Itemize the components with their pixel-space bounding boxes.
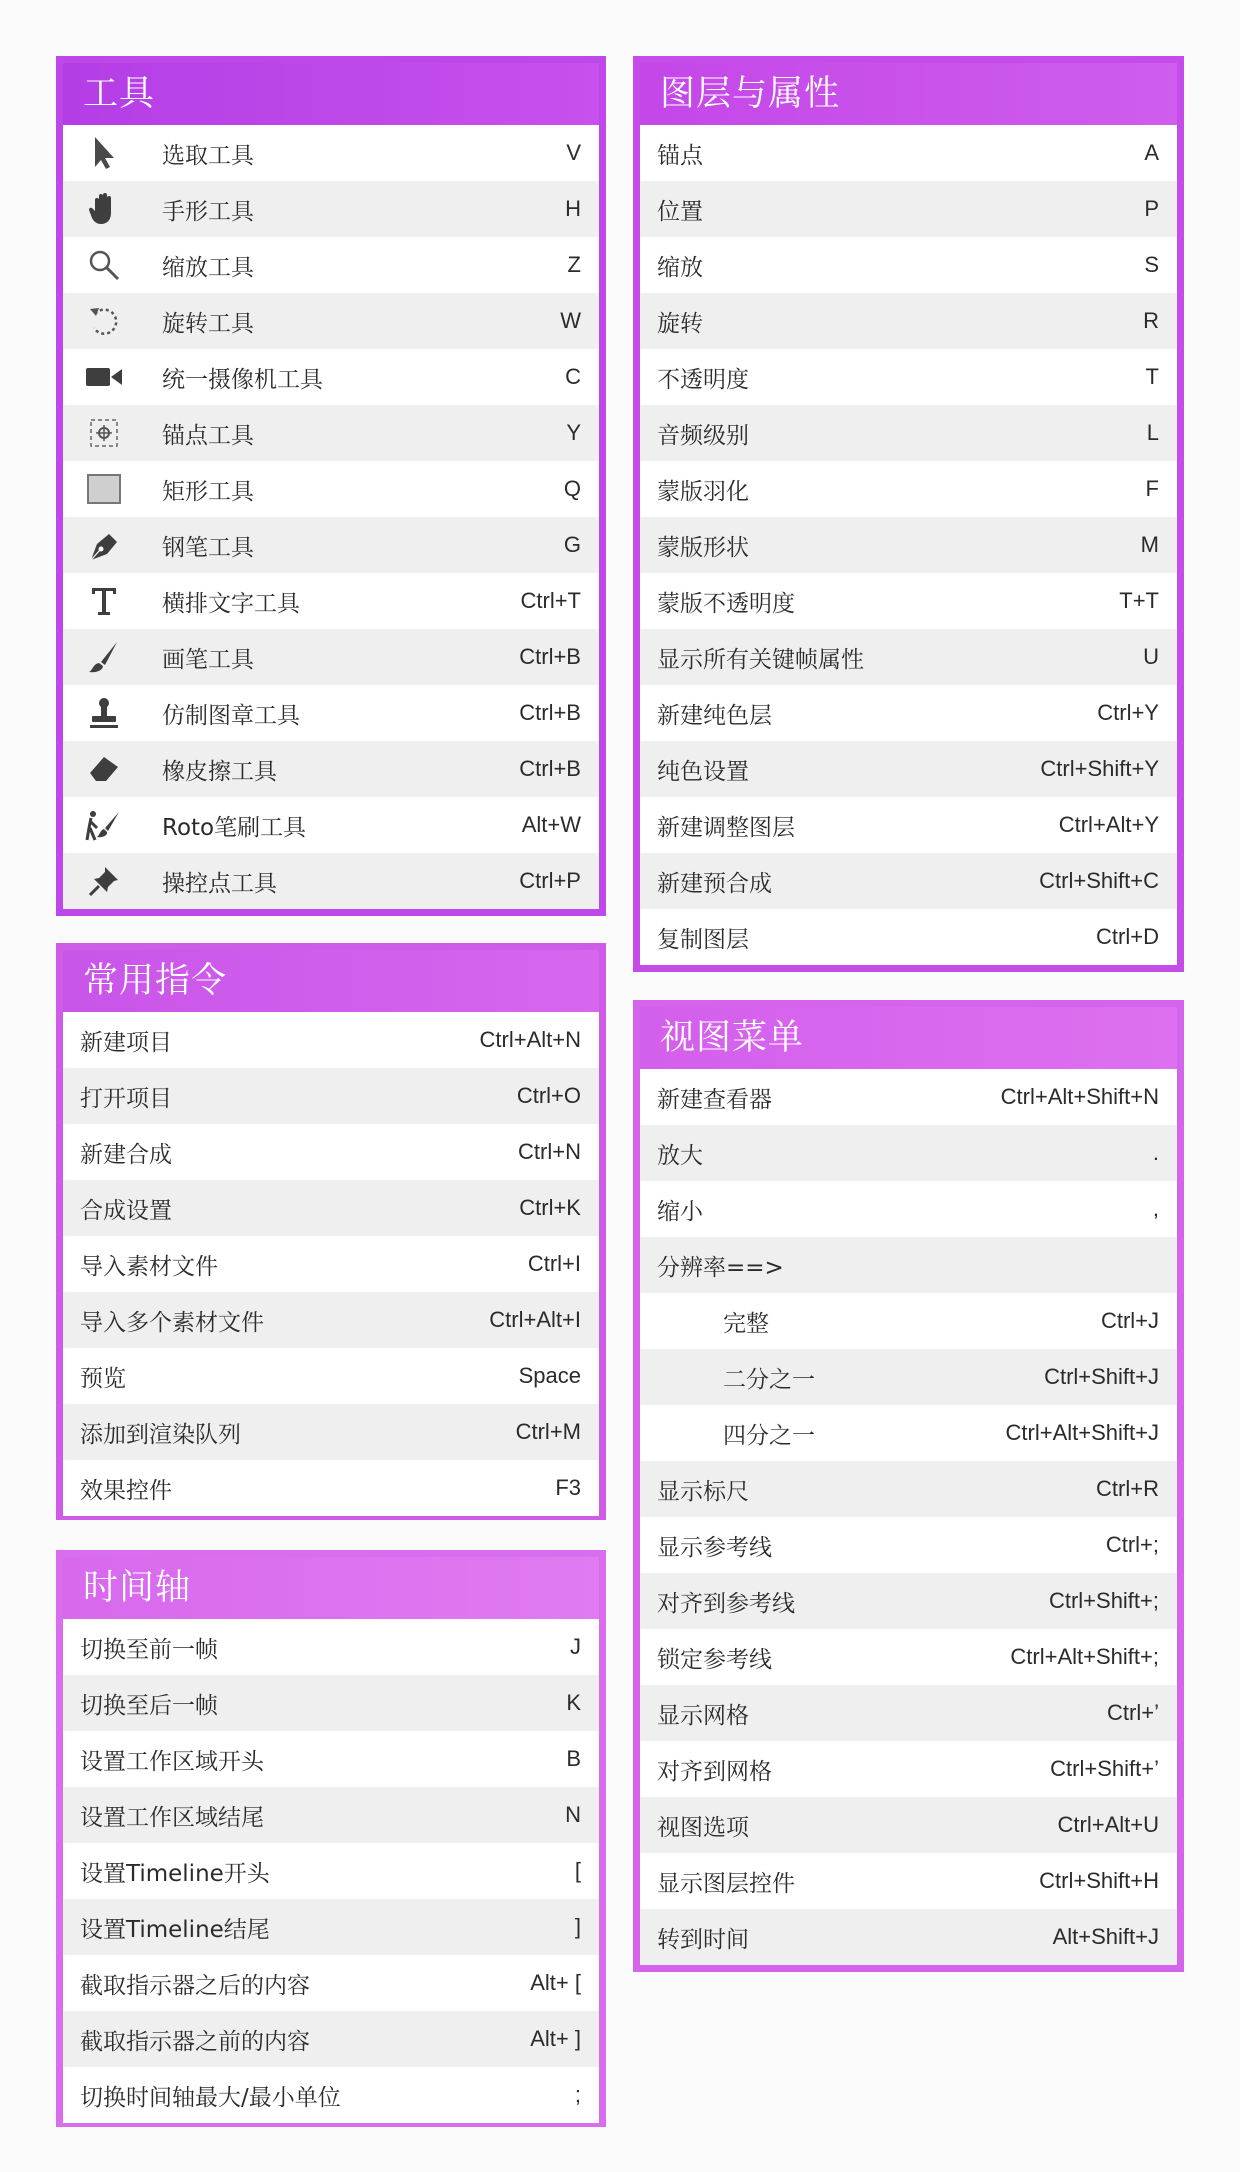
- shortcut-key: Ctrl+J: [1100, 1308, 1159, 1333]
- timeline-panel: [56, 1550, 606, 2127]
- shortcut-label: Roto笔刷工具: [162, 814, 307, 841]
- shortcut-label: 仿制图章工具: [162, 702, 300, 729]
- shortcut-key: Ctrl+Shift+’: [1050, 1756, 1159, 1781]
- shortcut-label: 分辨率==>: [657, 1254, 784, 1281]
- shortcut-label: 手形工具: [162, 198, 254, 225]
- common-shortcut-row: [63, 1012, 599, 1068]
- layers-shortcut-row: [640, 181, 1177, 237]
- shortcut-key: ,: [1152, 1196, 1159, 1221]
- shortcut-key: Z: [567, 252, 581, 277]
- stamp-icon: [80, 693, 128, 733]
- shortcut-label: 显示图层控件: [657, 1870, 795, 1897]
- shortcut-key: Ctrl+’: [1107, 1700, 1159, 1725]
- view-shortcut-row: [640, 1685, 1177, 1741]
- shortcut-key: ;: [574, 2082, 581, 2107]
- view-shortcut-row: [640, 1517, 1177, 1573]
- shortcut-label: 导入素材文件: [80, 1253, 218, 1280]
- rotate-icon: [80, 301, 128, 341]
- view-shortcut-row: [640, 1069, 1177, 1125]
- shortcut-key: Ctrl+Alt+Shift+;: [1010, 1644, 1159, 1669]
- shortcut-key: Ctrl+T: [520, 588, 581, 613]
- view-shortcut-row: [640, 1909, 1177, 1965]
- shortcut-label: 音频级别: [657, 422, 749, 449]
- shortcut-key: Ctrl+Alt+Shift+J: [1005, 1420, 1159, 1445]
- common-panel-title: 常用指令: [83, 961, 228, 1001]
- layers-shortcut-row: [640, 517, 1177, 573]
- shortcut-label: 对齐到网格: [657, 1758, 772, 1785]
- shortcut-label: 视图选项: [657, 1814, 749, 1841]
- common-shortcut-row: [63, 1404, 599, 1460]
- zoom-magnifier-icon: [80, 245, 128, 285]
- selection-arrow-icon: [80, 133, 128, 173]
- shortcut-label: 二分之一: [723, 1366, 815, 1393]
- view-shortcut-row: [640, 1237, 1177, 1293]
- layers-shortcut-row: [640, 349, 1177, 405]
- shortcut-key: Ctrl+Shift+H: [1039, 1868, 1159, 1893]
- layers-shortcut-row: [640, 853, 1177, 909]
- tools-shortcut-row: [63, 629, 599, 685]
- timeline-shortcut-row: [63, 1843, 599, 1899]
- common-shortcut-row: [63, 1348, 599, 1404]
- shortcut-key: Alt+Shift+J: [1052, 1924, 1159, 1949]
- shortcut-key: Ctrl+;: [1105, 1532, 1159, 1557]
- shortcut-key: H: [565, 196, 581, 221]
- common-commands-panel: [56, 943, 606, 1520]
- shortcut-label: 不透明度: [657, 366, 749, 393]
- shortcut-key: M: [1140, 532, 1159, 557]
- shortcut-key: V: [566, 140, 581, 165]
- shortcut-label: 纯色设置: [657, 758, 749, 785]
- shortcut-key: Ctrl+D: [1096, 924, 1159, 949]
- shortcut-key: Ctrl+Shift+Y: [1040, 756, 1159, 781]
- shortcut-label: 新建调整图层: [657, 814, 795, 841]
- camera-icon: [80, 357, 128, 397]
- tools-shortcut-row: [63, 685, 599, 741]
- shortcut-key: Ctrl+Alt+U: [1057, 1812, 1159, 1837]
- view-shortcut-row: [640, 1405, 1177, 1461]
- brush-icon: [80, 637, 128, 677]
- shortcut-key: Alt+ ]: [530, 2026, 581, 2051]
- shortcut-label: 导入多个素材文件: [80, 1309, 264, 1336]
- tools-panel-title: 工具: [83, 74, 156, 114]
- shortcut-label: 截取指示器之前的内容: [80, 2028, 310, 2055]
- shortcut-label: 设置Timeline开头: [80, 1860, 270, 1887]
- view-shortcut-row: [640, 1293, 1177, 1349]
- timeline-shortcut-row: [63, 1787, 599, 1843]
- shortcut-label: 画笔工具: [162, 646, 254, 673]
- shortcut-key: ]: [574, 1914, 581, 1939]
- shortcut-label: 显示网格: [657, 1702, 749, 1729]
- shortcut-key: Ctrl+Y: [1097, 700, 1159, 725]
- layers-shortcut-row: [640, 741, 1177, 797]
- shortcut-key: Ctrl+Alt+N: [479, 1027, 581, 1052]
- shortcut-label: 位置: [657, 198, 703, 225]
- text-icon: [80, 581, 128, 621]
- puppet-pin-icon: [80, 861, 128, 901]
- layers-list: [640, 125, 1177, 965]
- shortcut-label: 锚点工具: [162, 422, 254, 449]
- shortcut-key: R: [1143, 308, 1159, 333]
- shortcut-label: 矩形工具: [162, 478, 254, 505]
- tools-shortcut-row: [63, 573, 599, 629]
- shortcut-key: C: [565, 364, 581, 389]
- timeline-shortcut-row: [63, 1899, 599, 1955]
- shortcut-label: 钢笔工具: [162, 534, 254, 561]
- shortcut-label: 显示参考线: [657, 1534, 772, 1561]
- shortcut-key: Ctrl+N: [518, 1139, 581, 1164]
- shortcut-label: 放大: [657, 1142, 703, 1169]
- view-shortcut-row: [640, 1349, 1177, 1405]
- view-shortcut-row: [640, 1125, 1177, 1181]
- layers-shortcut-row: [640, 125, 1177, 181]
- common-shortcut-row: [63, 1460, 599, 1516]
- view-panel-title: 视图菜单: [660, 1018, 805, 1058]
- shortcut-key: [: [574, 1858, 581, 1883]
- shortcut-label: 蒙版不透明度: [657, 590, 795, 617]
- shortcut-label: 缩放: [657, 254, 703, 281]
- layers-properties-panel: [633, 56, 1184, 972]
- hand-icon: [80, 189, 128, 229]
- shortcut-key: Ctrl+Shift+J: [1044, 1364, 1159, 1389]
- timeline-shortcut-row: [63, 2067, 599, 2123]
- common-shortcut-row: [63, 1124, 599, 1180]
- shortcut-key: Ctrl+Alt+I: [489, 1307, 581, 1332]
- shortcut-key: Ctrl+Shift+C: [1039, 868, 1159, 893]
- view-shortcut-row: [640, 1797, 1177, 1853]
- shortcut-label: 效果控件: [80, 1477, 172, 1504]
- timeline-panel-title: 时间轴: [83, 1568, 192, 1608]
- tools-list: [63, 125, 599, 909]
- shortcut-label: 蒙版形状: [657, 534, 749, 561]
- shortcut-label: 新建合成: [80, 1141, 172, 1168]
- shortcut-label: 设置工作区域结尾: [80, 1804, 264, 1831]
- tools-shortcut-row: [63, 293, 599, 349]
- shortcut-label: 复制图层: [657, 926, 749, 953]
- tools-shortcut-row: [63, 517, 599, 573]
- timeline-list: [63, 1619, 599, 2123]
- shortcut-key: Ctrl+Shift+;: [1048, 1588, 1159, 1613]
- shortcut-label: 切换至后一帧: [80, 1692, 218, 1719]
- shortcut-key: B: [566, 1746, 581, 1771]
- shortcut-label: 新建项目: [80, 1029, 172, 1056]
- layers-shortcut-row: [640, 797, 1177, 853]
- shortcut-key: Ctrl+B: [519, 644, 581, 669]
- tools-shortcut-row: [63, 181, 599, 237]
- layers-shortcut-row: [640, 237, 1177, 293]
- shortcut-key: T+T: [1119, 588, 1159, 613]
- shortcut-key: Ctrl+P: [519, 868, 581, 893]
- shortcut-key: K: [566, 1690, 581, 1715]
- shortcut-key: Y: [566, 420, 581, 445]
- tools-shortcut-row: [63, 237, 599, 293]
- shortcut-key: A: [1144, 140, 1159, 165]
- shortcut-label: 新建查看器: [657, 1086, 772, 1113]
- layers-shortcut-row: [640, 405, 1177, 461]
- common-shortcut-row: [63, 1292, 599, 1348]
- shortcut-key: T: [1145, 364, 1159, 389]
- anchor-point-icon: [80, 413, 128, 453]
- tools-shortcut-row: [63, 741, 599, 797]
- tools-shortcut-row: [63, 405, 599, 461]
- shortcut-label: 对齐到参考线: [657, 1590, 795, 1617]
- timeline-shortcut-row: [63, 1619, 599, 1675]
- rectangle-icon: [80, 469, 128, 509]
- shortcut-key: F3: [555, 1475, 581, 1500]
- layers-shortcut-row: [640, 293, 1177, 349]
- timeline-shortcut-row: [63, 2011, 599, 2067]
- shortcut-label: 设置工作区域开头: [80, 1748, 264, 1775]
- view-menu-panel: [633, 1000, 1184, 1972]
- view-shortcut-row: [640, 1181, 1177, 1237]
- common-shortcut-row: [63, 1180, 599, 1236]
- shortcut-key: G: [563, 532, 581, 557]
- shortcut-key: Ctrl+M: [515, 1419, 581, 1444]
- shortcut-label: 缩放工具: [162, 254, 254, 281]
- shortcut-key: Ctrl+K: [519, 1195, 581, 1220]
- shortcut-label: 切换至前一帧: [80, 1636, 218, 1663]
- shortcut-label: 旋转: [657, 310, 703, 337]
- shortcut-label: 统一摄像机工具: [162, 366, 323, 393]
- shortcut-key: W: [560, 308, 581, 333]
- layers-panel-title: 图层与属性: [660, 74, 841, 114]
- shortcut-label: 横排文字工具: [162, 590, 300, 617]
- shortcut-label: 打开项目: [80, 1085, 172, 1112]
- shortcut-key: Ctrl+B: [519, 756, 581, 781]
- shortcut-label: 旋转工具: [162, 310, 254, 337]
- layers-shortcut-row: [640, 685, 1177, 741]
- shortcut-key: Ctrl+R: [1096, 1476, 1159, 1501]
- tools-shortcut-row: [63, 461, 599, 517]
- shortcut-label: 显示所有关键帧属性: [657, 646, 864, 673]
- shortcut-label: 转到时间: [657, 1926, 749, 1953]
- timeline-shortcut-row: [63, 1955, 599, 2011]
- shortcut-label: 操控点工具: [162, 870, 277, 897]
- tools-shortcut-row: [63, 797, 599, 853]
- shortcut-key: Ctrl+O: [516, 1083, 581, 1108]
- common-shortcut-row: [63, 1236, 599, 1292]
- shortcut-key: Alt+W: [521, 812, 581, 837]
- tools-shortcut-row: [63, 853, 599, 909]
- shortcut-label: 锁定参考线: [657, 1646, 772, 1673]
- eraser-icon: [80, 749, 128, 789]
- shortcut-label: 设置Timeline结尾: [80, 1916, 270, 1943]
- shortcut-label: 橡皮擦工具: [162, 758, 277, 785]
- timeline-shortcut-row: [63, 1731, 599, 1787]
- shortcut-key: Ctrl+Alt+Y: [1058, 812, 1159, 837]
- view-list: [640, 1069, 1177, 1965]
- tools-shortcut-row: [63, 125, 599, 181]
- shortcut-label: 截取指示器之后的内容: [80, 1972, 310, 1999]
- shortcut-label: 合成设置: [80, 1197, 172, 1224]
- shortcut-key: Alt+ [: [530, 1970, 581, 1995]
- common-shortcut-row: [63, 1068, 599, 1124]
- layers-shortcut-row: [640, 909, 1177, 965]
- shortcut-label: 四分之一: [723, 1422, 815, 1449]
- view-shortcut-row: [640, 1573, 1177, 1629]
- shortcut-label: 缩小: [657, 1198, 703, 1225]
- shortcut-label: 锚点: [657, 142, 703, 169]
- view-shortcut-row: [640, 1461, 1177, 1517]
- shortcut-key: S: [1144, 252, 1159, 277]
- shortcut-key: Ctrl+Alt+Shift+N: [1000, 1084, 1159, 1109]
- shortcut-key: Ctrl+B: [519, 700, 581, 725]
- view-shortcut-row: [640, 1853, 1177, 1909]
- tools-panel: [56, 56, 606, 916]
- shortcut-key: Q: [563, 476, 581, 501]
- shortcut-label: 添加到渲染队列: [80, 1421, 241, 1448]
- shortcut-label: 新建预合成: [657, 870, 772, 897]
- shortcut-label: 预览: [80, 1365, 126, 1392]
- shortcut-label: 选取工具: [162, 142, 254, 169]
- roto-brush-icon: [80, 805, 128, 845]
- shortcut-key: L: [1146, 420, 1159, 445]
- shortcut-key: .: [1152, 1140, 1159, 1165]
- shortcut-label: 新建纯色层: [657, 702, 772, 729]
- layers-shortcut-row: [640, 461, 1177, 517]
- shortcut-key: F: [1145, 476, 1159, 501]
- shortcut-key: J: [570, 1634, 581, 1659]
- shortcut-label: 蒙版羽化: [657, 478, 749, 505]
- layers-shortcut-row: [640, 629, 1177, 685]
- view-shortcut-row: [640, 1741, 1177, 1797]
- shortcut-label: 完整: [723, 1310, 769, 1337]
- common-list: [63, 1012, 599, 1516]
- shortcut-key: P: [1144, 196, 1159, 221]
- pen-icon: [80, 525, 128, 565]
- timeline-shortcut-row: [63, 1675, 599, 1731]
- shortcut-label: 显示标尺: [657, 1478, 749, 1505]
- shortcut-label: 切换时间轴最大/最小单位: [80, 2084, 341, 2111]
- shortcut-key: N: [565, 1802, 581, 1827]
- shortcut-key: U: [1143, 644, 1159, 669]
- shortcut-key: Space: [518, 1363, 581, 1388]
- view-shortcut-row: [640, 1629, 1177, 1685]
- tools-shortcut-row: [63, 349, 599, 405]
- shortcut-key: Ctrl+I: [527, 1251, 581, 1276]
- layers-shortcut-row: [640, 573, 1177, 629]
